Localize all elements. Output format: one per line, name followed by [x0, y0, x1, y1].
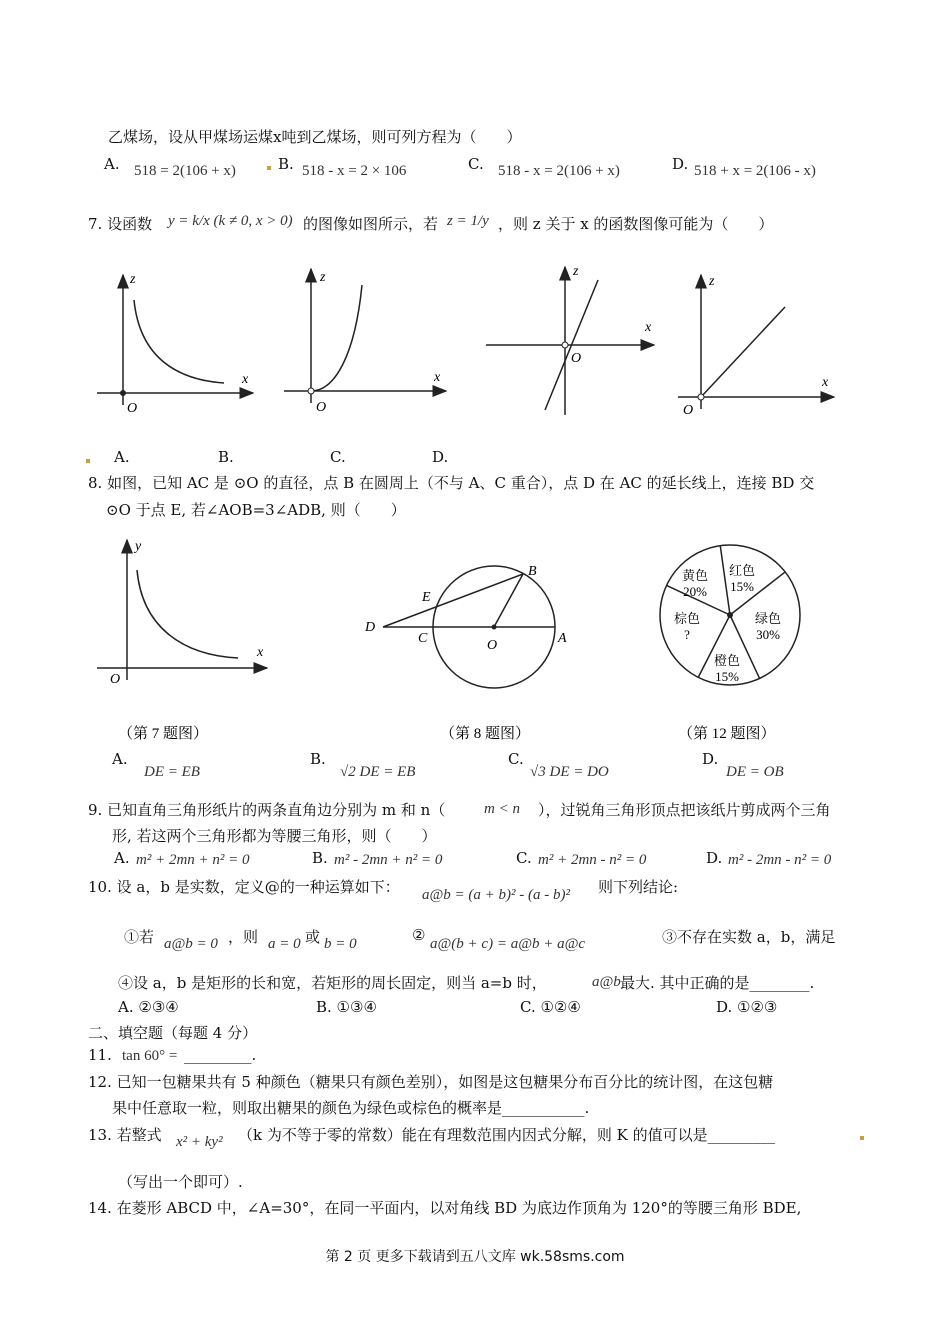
q6-option-d-expr: 518 + x = 2(106 - x) — [694, 163, 816, 179]
q7-graph-d — [678, 274, 834, 418]
pie-slice-pct-label: 15% — [715, 669, 739, 684]
q11-number: 11. — [88, 1046, 112, 1064]
section-2-heading: 二、填空题（每题 4 分） — [88, 1024, 258, 1042]
origin-label: O — [683, 403, 694, 418]
q7-option-graphs — [0, 255, 950, 425]
q10-s1-expr3: b = 0 — [324, 936, 357, 952]
point-b-label: B — [528, 564, 537, 579]
q8-option-a-expr: DE = EB — [144, 764, 200, 780]
q10-s2-expr: a@(b + c) = a@b + a@c — [430, 936, 586, 952]
pie-slice-name-label: 棕色 — [673, 611, 701, 626]
q13-line1-a: 13. 若整式 — [88, 1126, 162, 1144]
q10-s3: ③不存在实数 a，b，满足 — [662, 928, 836, 946]
q10-s4-a: ④设 a，b 是矩形的长和宽，若矩形的周长固定，则当 a=b 时， — [118, 974, 547, 992]
q6-option-c-label: C. — [468, 155, 484, 173]
q7-graph-a — [97, 272, 253, 416]
q8-option-b-label: B. — [310, 750, 326, 768]
q9-option-a-label: A. — [114, 849, 130, 867]
q9-option-d-label: D. — [706, 849, 723, 867]
pie-slice-pct-label: 30% — [756, 627, 780, 642]
q9-option-b-expr: m² - 2mn + n² = 0 — [334, 852, 443, 868]
q13-expr: x² + ky² — [176, 1134, 223, 1150]
pie-slice-boundary — [698, 615, 730, 677]
q7-text-a: 7. 设函数 — [88, 215, 153, 233]
figures-row — [0, 530, 950, 760]
q8-option-c-label: C. — [508, 750, 524, 768]
q8-line2: ⊙O 于点 E, 若∠AOB=3∠ADB, 则（ ） — [106, 501, 406, 519]
q10-option-c: C. ①②④ — [520, 998, 581, 1016]
q7-graph-c — [486, 264, 654, 415]
q9-line1-b: ），过锐角三角形顶点把该纸片剪成两个三角 — [538, 801, 831, 819]
q10-s1-b: ，则 — [228, 928, 259, 946]
figure-8-caption: （第 8 题图） — [440, 726, 531, 742]
q6-option-b-expr: 518 - x = 2 × 106 — [302, 163, 407, 179]
x-axis-label: x — [242, 372, 249, 387]
q7-text-b: 的图像如图所示，若 — [303, 215, 439, 233]
q9-option-c-label: C. — [516, 849, 532, 867]
q13-line2: （写出一个即可）. — [118, 1173, 243, 1191]
pie-slice-boundary — [720, 546, 730, 615]
pie-center — [727, 612, 733, 618]
q10-option-d: D. ①②③ — [716, 998, 778, 1016]
x-axis-label: x — [645, 320, 652, 335]
q7-option-a: A. — [114, 448, 130, 466]
point-d-label: D — [365, 620, 376, 635]
q8-option-c-expr: √3 DE = DO — [530, 764, 609, 780]
q10-s1-c: 或 — [305, 928, 321, 946]
pie-slice-name-label: 橙色 — [713, 653, 741, 668]
q6-option-a-expr: 518 = 2(106 + x) — [134, 163, 236, 179]
pie-slice-name-label: 黄色 — [681, 568, 709, 583]
q6-intro: 乙煤场，设从甲煤场运煤x吨到乙煤场，则可列方程为（ ） — [108, 128, 522, 146]
q6-option-d-label: D. — [672, 155, 689, 173]
q10-line1-b: 则下列结论: — [598, 878, 679, 896]
q10-s1-expr2: a = 0 — [268, 936, 301, 952]
origin-label: O — [571, 351, 582, 366]
q10-s1-a: ①若 — [124, 928, 155, 946]
q10-option-b: B. ①③④ — [316, 998, 377, 1016]
q9-line2: 形, 若这两个三角形都为等腰三角形，则（ ） — [112, 827, 437, 845]
q10-s4-b: 最大. 其中正确的是________. — [620, 974, 815, 992]
q9-option-d-expr: m² - 2mn - n² = 0 — [728, 852, 832, 868]
q6-option-a-label: A. — [104, 155, 120, 173]
figure-7-caption: （第 7 题图） — [118, 726, 209, 742]
z-axis-label: z — [709, 274, 715, 289]
pie-slice-pct-label: 20% — [683, 584, 707, 599]
q7-option-c: C. — [330, 448, 346, 466]
mark-dot — [860, 1136, 864, 1140]
pie-slice-name-label: 绿色 — [754, 611, 782, 626]
q6-option-b-label: B. — [278, 155, 294, 173]
y-axis-label: y — [135, 539, 142, 554]
q7-option-d: D. — [432, 448, 449, 466]
pie-slice-name-label: 红色 — [728, 563, 756, 578]
pie-slice-pct-label: ? — [684, 627, 690, 642]
origin-label: O — [110, 672, 121, 687]
figure-12-caption: （第 12 题图） — [678, 726, 776, 742]
q8-option-d-label: D. — [702, 750, 719, 768]
q10-line1-a: 10. 设 a，b 是实数，定义@的一种运算如下： — [88, 878, 400, 896]
z-axis-label: z — [320, 270, 326, 285]
origin-label: O — [127, 401, 138, 416]
q7-function: y = k/x (k ≠ 0, x > 0) — [168, 213, 293, 229]
point-e-label: E — [422, 590, 431, 605]
point-c-label: C — [418, 631, 428, 646]
q14-line1: 14. 在菱形 ABCD 中，∠A=30°，在同一平面内，以对角线 BD 为底边作顶角为 120°的等腰三角形 BDE, — [88, 1199, 802, 1217]
q8-option-d-expr: DE = OB — [726, 764, 784, 780]
q12-line1: 12. 已知一包糖果共有 5 种颜色（糖果只有颜色差别），如图是这包糖果分布百分比的统计图，在这包糖 — [88, 1073, 774, 1091]
x-axis-label: x — [822, 375, 829, 390]
q7-text-c: ，则 z 关于 x 的函数图像可能为（ ） — [498, 215, 774, 233]
origin-label: O — [316, 400, 327, 415]
q9-condition: m < n — [484, 801, 520, 817]
q7-option-b: B. — [218, 448, 234, 466]
q10-s4-expr: a@b — [592, 974, 621, 990]
q9-option-a-expr: m² + 2mn + n² = 0 — [136, 852, 250, 868]
q11-blank: _________. — [184, 1046, 257, 1064]
x-axis-label: x — [257, 645, 264, 660]
mark-dot — [267, 166, 271, 170]
q9-line1-a: 9. 已知直角三角形纸片的两条直角边分别为 m 和 n（ — [88, 801, 446, 819]
q12-line2: 果中任意取一粒，则取出糖果的颜色为绿色或棕色的概率是___________. — [112, 1099, 590, 1117]
q10-option-a: A. ②③④ — [118, 998, 179, 1016]
z-axis-label: z — [130, 272, 136, 287]
q11-expr: tan 60° = — [122, 1048, 178, 1064]
q10-s1-expr1: a@b = 0 — [164, 936, 218, 952]
q7-z-definition: z = 1/y — [447, 213, 489, 229]
figure-7 — [97, 539, 267, 687]
point-a-label: A — [558, 631, 567, 646]
x-axis-label: x — [434, 370, 441, 385]
q9-option-b-label: B. — [312, 849, 328, 867]
z-axis-label: z — [573, 264, 579, 279]
q10-definition: a@b = (a + b)² - (a - b)² — [422, 887, 571, 903]
pie-slice-pct-label: 15% — [730, 579, 754, 594]
q10-s2-a: ② — [412, 926, 426, 944]
q8-option-a-label: A. — [112, 750, 128, 768]
q13-line1-b: （k 为不等于零的常数）能在有理数范围内因式分解，则 K 的值可以是_________ — [238, 1126, 776, 1144]
figure-12-pie-chart — [660, 545, 800, 685]
point-o-label: O — [487, 638, 498, 653]
page-footer: 第 2 页 更多下载请到五八文库 wk.58sms.com — [325, 1249, 625, 1265]
figure-8 — [364, 564, 567, 688]
q7-graph-b — [284, 269, 446, 415]
q9-option-c-expr: m² + 2mn - n² = 0 — [538, 852, 647, 868]
q6-option-c-expr: 518 - x = 2(106 + x) — [498, 163, 620, 179]
mark-dot — [86, 459, 90, 463]
q8-option-b-expr: √2 DE = EB — [340, 764, 416, 780]
q8-line1: 8. 如图，已知 AC 是 ⊙O 的直径，点 B 在圆周上（不与 A、C 重合），点 D 在 AC 的延长线上，连接 BD 交 — [88, 474, 815, 492]
